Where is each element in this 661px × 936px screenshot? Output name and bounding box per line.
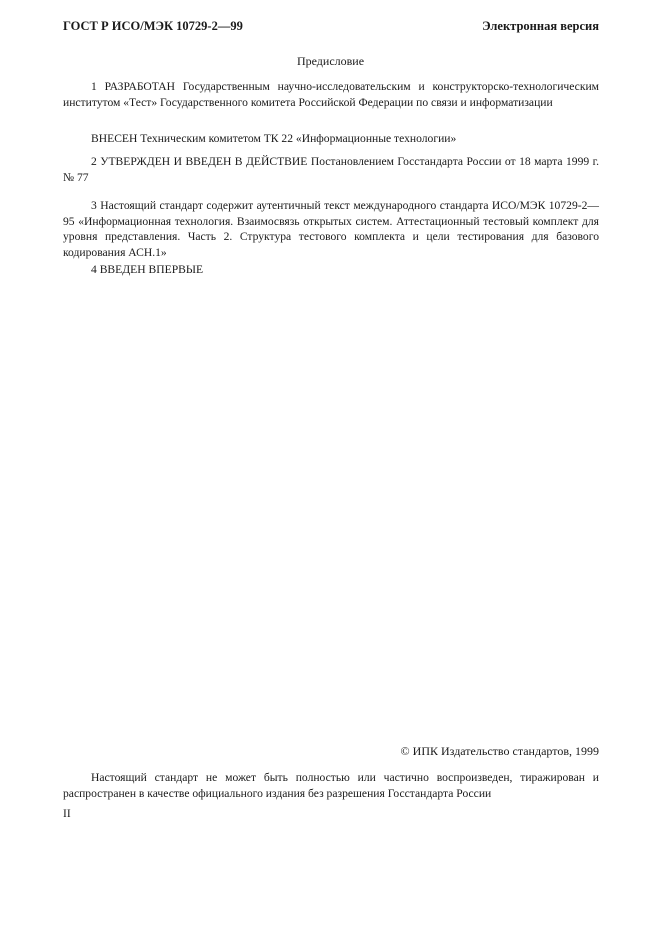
paragraph-text: 4 ВВЕДЕН ВПЕРВЫЕ xyxy=(91,263,204,276)
paragraph-authentic-text xyxy=(63,198,599,260)
edition-label: Электронная версия xyxy=(482,19,599,33)
paragraph-approved xyxy=(63,154,599,185)
page-number: II xyxy=(63,808,71,820)
copyright-line: © ИПК Издательство стандартов, 1999 xyxy=(400,744,599,758)
paragraph-first-introduced xyxy=(63,262,599,278)
page-header xyxy=(63,19,599,37)
reproduction-notice xyxy=(63,770,599,801)
notice-text: Настоящий стандарт не может быть полностью или частично воспроизведен, тиражирован и распространен в качестве официального издания без разрешения Госстандарта России xyxy=(63,771,599,800)
paragraph-text: ВНЕСЕН Техническим комитетом ТК 22 «Информационные технологии» xyxy=(91,132,457,145)
paragraph-introduced xyxy=(63,131,599,147)
paragraph-text: 1 РАЗРАБОТАН Государственным научно-исследовательским и конструкторско-технологическим институтом «Тест» Государственного комитета Российской Федерации по связи и информатизации xyxy=(63,80,599,109)
paragraph-text: 3 Настоящий стандарт содержит аутентичный текст международного стандарта ИСО/МЭК 10729-2—95 «Информационная технология. Взаимосвязь открытых систем. Аттестационный тестовый комплект для уровня представления. Часть 2. Структура тестового комплекта и цели тестирования для базового кодирования АСН.1» xyxy=(63,199,599,259)
paragraph-developed xyxy=(63,79,599,110)
standard-designation: ГОСТ Р ИСО/МЭК 10729-2—99 xyxy=(63,19,243,33)
section-title: Предисловие xyxy=(296,54,365,68)
paragraph-text: 2 УТВЕРЖДЕН И ВВЕДЕН В ДЕЙСТВИЕ Постановлением Госстандарта России от 18 марта 1999 г. № 77 xyxy=(63,155,599,184)
